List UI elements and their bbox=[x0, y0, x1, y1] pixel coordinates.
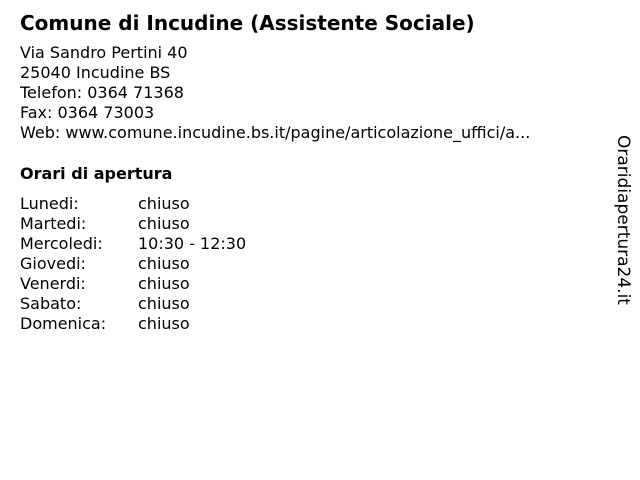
time-value: chiuso bbox=[138, 194, 190, 213]
street-address: Via Sandro Pertini 40 bbox=[20, 43, 188, 62]
time-value: chiuso bbox=[138, 254, 190, 273]
hours-row-monday bbox=[20, 194, 246, 214]
address-block bbox=[20, 43, 600, 143]
day-label: Lunedi: bbox=[20, 194, 79, 213]
phone-number: Telefon: 0364 71368 bbox=[20, 83, 184, 102]
hours-row-saturday bbox=[20, 294, 246, 314]
hours-row-thursday bbox=[20, 254, 246, 274]
opening-hours-table bbox=[20, 194, 246, 334]
website-link[interactable]: Web: www.comune.incudine.bs.it/pagine/articolazione_uffici/a... bbox=[20, 123, 531, 142]
city-postcode: 25040 Incudine BS bbox=[20, 63, 171, 82]
hours-row-sunday bbox=[20, 314, 246, 334]
day-label: Martedi: bbox=[20, 214, 87, 233]
fax-number: Fax: 0364 73003 bbox=[20, 103, 155, 122]
hours-row-tuesday bbox=[20, 214, 246, 234]
opening-hours-heading: Orari di apertura bbox=[20, 164, 173, 183]
time-value: chiuso bbox=[138, 274, 190, 293]
time-value: 10:30 - 12:30 bbox=[138, 234, 247, 253]
time-value: chiuso bbox=[138, 314, 190, 333]
day-label: Giovedi: bbox=[20, 254, 86, 273]
hours-row-wednesday bbox=[20, 234, 246, 254]
site-watermark: Oraridiapertura24.it bbox=[613, 135, 633, 305]
day-label: Mercoledi: bbox=[20, 234, 103, 253]
hours-row-friday bbox=[20, 274, 246, 294]
page-title: Comune di Incudine (Assistente Sociale) bbox=[20, 11, 475, 35]
time-value: chiuso bbox=[138, 214, 190, 233]
day-label: Venerdi: bbox=[20, 274, 86, 293]
day-label: Sabato: bbox=[20, 294, 82, 313]
day-label: Domenica: bbox=[20, 314, 107, 333]
time-value: chiuso bbox=[138, 294, 190, 313]
